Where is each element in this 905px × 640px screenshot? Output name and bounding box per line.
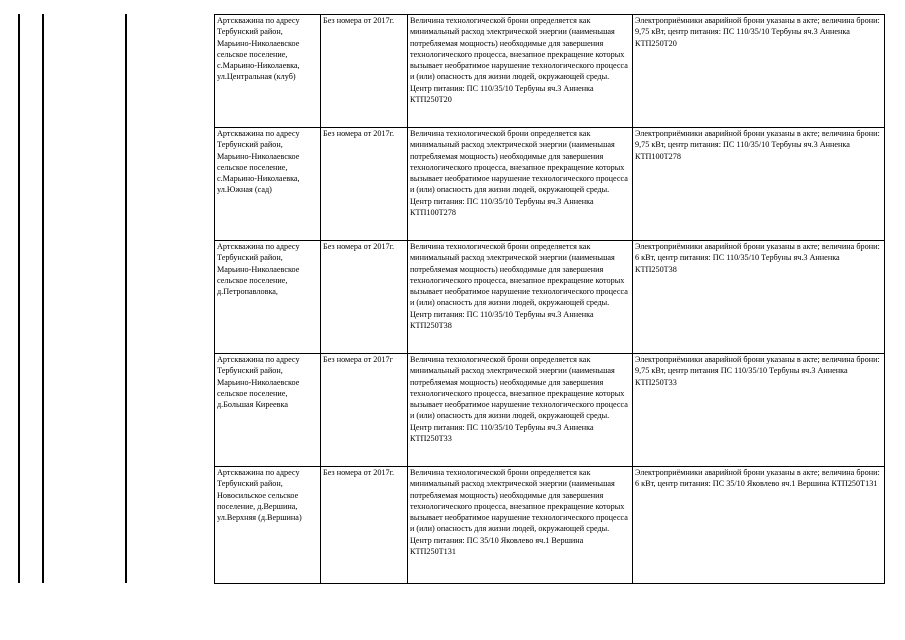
tech-reserve-description-cell: Величина технологической брони определяется как минимальный расход электрической энергии (наименьшая потребляемая мощность) необходимые для завершения технологического процесса, внезапное прекращение которых вызывает необратимое нарушение технологического процесса и (или) опасность для жизни людей, окружающей среды. Центр питания: ПС 110/35/10 Тербуны яч.3 Анненка КТП100Т278	[408, 128, 633, 241]
tech-reserve-description-cell: Величина технологической брони определяется как минимальный расход электрической энергии (наименьшая потребляемая мощность) необходимые для завершения технологического процесса, внезапное прекращение которых вызывает необратимое нарушение технологического процесса и (или) опасность для жизни людей, окружающей среды. Центр питания: ПС 35/10 Яковлево яч.1 Вершина КТП250Т131	[408, 467, 633, 584]
act-number-cell: Без номера от 2017г.	[321, 15, 408, 128]
table-row	[215, 354, 885, 467]
object-address-cell: Артскважина по адресу Тербунский район, Марьино-Николаевское сельское поселение, д.Петропавловка,	[215, 241, 321, 354]
left-margin-line-1	[18, 14, 20, 583]
object-address-cell: Артскважина по адресу Тербунский район, Марьино-Николаевское сельское поселение, д.Большая Киреевка	[215, 354, 321, 467]
emergency-reserve-table	[214, 14, 885, 584]
tech-reserve-description-cell: Величина технологической брони определяется как минимальный расход электрической энергии (наименьшая потребляемая мощность) необходимые для завершения технологического процесса, внезапное прекращение которых вызывает необратимое нарушение технологического процесса и (или) опасность для жизни людей, окружающей среды. Центр питания: ПС 110/35/10 Тербуны яч.3 Анненка КТП250Т20	[408, 15, 633, 128]
left-margin-line-3	[125, 14, 127, 583]
act-number-cell: Без номера от 2017г.	[321, 128, 408, 241]
table-row	[215, 241, 885, 354]
act-number-cell: Без номера от 2017г	[321, 354, 408, 467]
tech-reserve-description-cell: Величина технологической брони определяется как минимальный расход электрической энергии (наименьшая потребляемая мощность) необходимые для завершения технологического процесса, внезапное прекращение которых вызывает необратимое нарушение технологического процесса и (или) опасность для жизни людей, окружающей среды. Центр питания: ПС 110/35/10 Тербуны яч.3 Анненка КТП250Т38	[408, 241, 633, 354]
table-row	[215, 15, 885, 128]
left-margin-line-2	[42, 14, 44, 583]
table-row	[215, 128, 885, 241]
table-row	[215, 467, 885, 584]
emergency-reserve-cell: Электроприёмники аварийной брони указаны в акте; величина брони: 9,75 кВт, центр питания: ПС 110/35/10 Тербуны яч.3 Анненка КТП250Т20	[633, 15, 885, 128]
emergency-reserve-cell: Электроприёмники аварийной брони указаны в акте; величина брони: 9,75 кВт, центр питания ПС 110/35/10 Тербуны яч.3 Анненка КТП250Т33	[633, 354, 885, 467]
emergency-reserve-cell: Электроприёмники аварийной брони указаны в акте; величина брони: 6 кВт, центр питания: ПС 110/35/10 Тербуны яч.3 Анненка КТП250Т38	[633, 241, 885, 354]
act-number-cell: Без номера от 2017г.	[321, 241, 408, 354]
object-address-cell: Артскважина по адресу Тербунский район, Марьино-Николаевское сельское поселение, с.Марьино-Николаевка, ул.Южная (сад)	[215, 128, 321, 241]
object-address-cell: Артскважина по адресу Тербунский район, Марьино-Николаевское сельское поселение, с.Марьино-Николаевка, ул.Центральная (клуб)	[215, 15, 321, 128]
emergency-reserve-cell: Электроприёмники аварийной брони указаны в акте; величина брони: 6 кВт, центр питания: ПС 35/10 Яковлево яч.1 Вершина КТП250Т131	[633, 467, 885, 584]
object-address-cell: Артскважина по адресу Тербунский район, Новосильское сельское поселение, д.Вершина, ул.Верхняя (д.Вершина)	[215, 467, 321, 584]
act-number-cell: Без номера от 2017г.	[321, 467, 408, 584]
emergency-reserve-cell: Электроприёмники аварийной брони указаны в акте; величина брони: 9,75 кВт, центр питания: ПС 110/35/10 Тербуны яч.3 Анненка КТП100Т278	[633, 128, 885, 241]
tech-reserve-description-cell: Величина технологической брони определяется как минимальный расход электрической энергии (наименьшая потребляемая мощность) необходимые для завершения технологического процесса, внезапное прекращение которых вызывает необратимое нарушение технологического процесса и (или) опасность для жизни людей, окружающей среды. Центр питания: ПС 110/35/10 Тербуны яч.3 Анненка КТП250Т33	[408, 354, 633, 467]
